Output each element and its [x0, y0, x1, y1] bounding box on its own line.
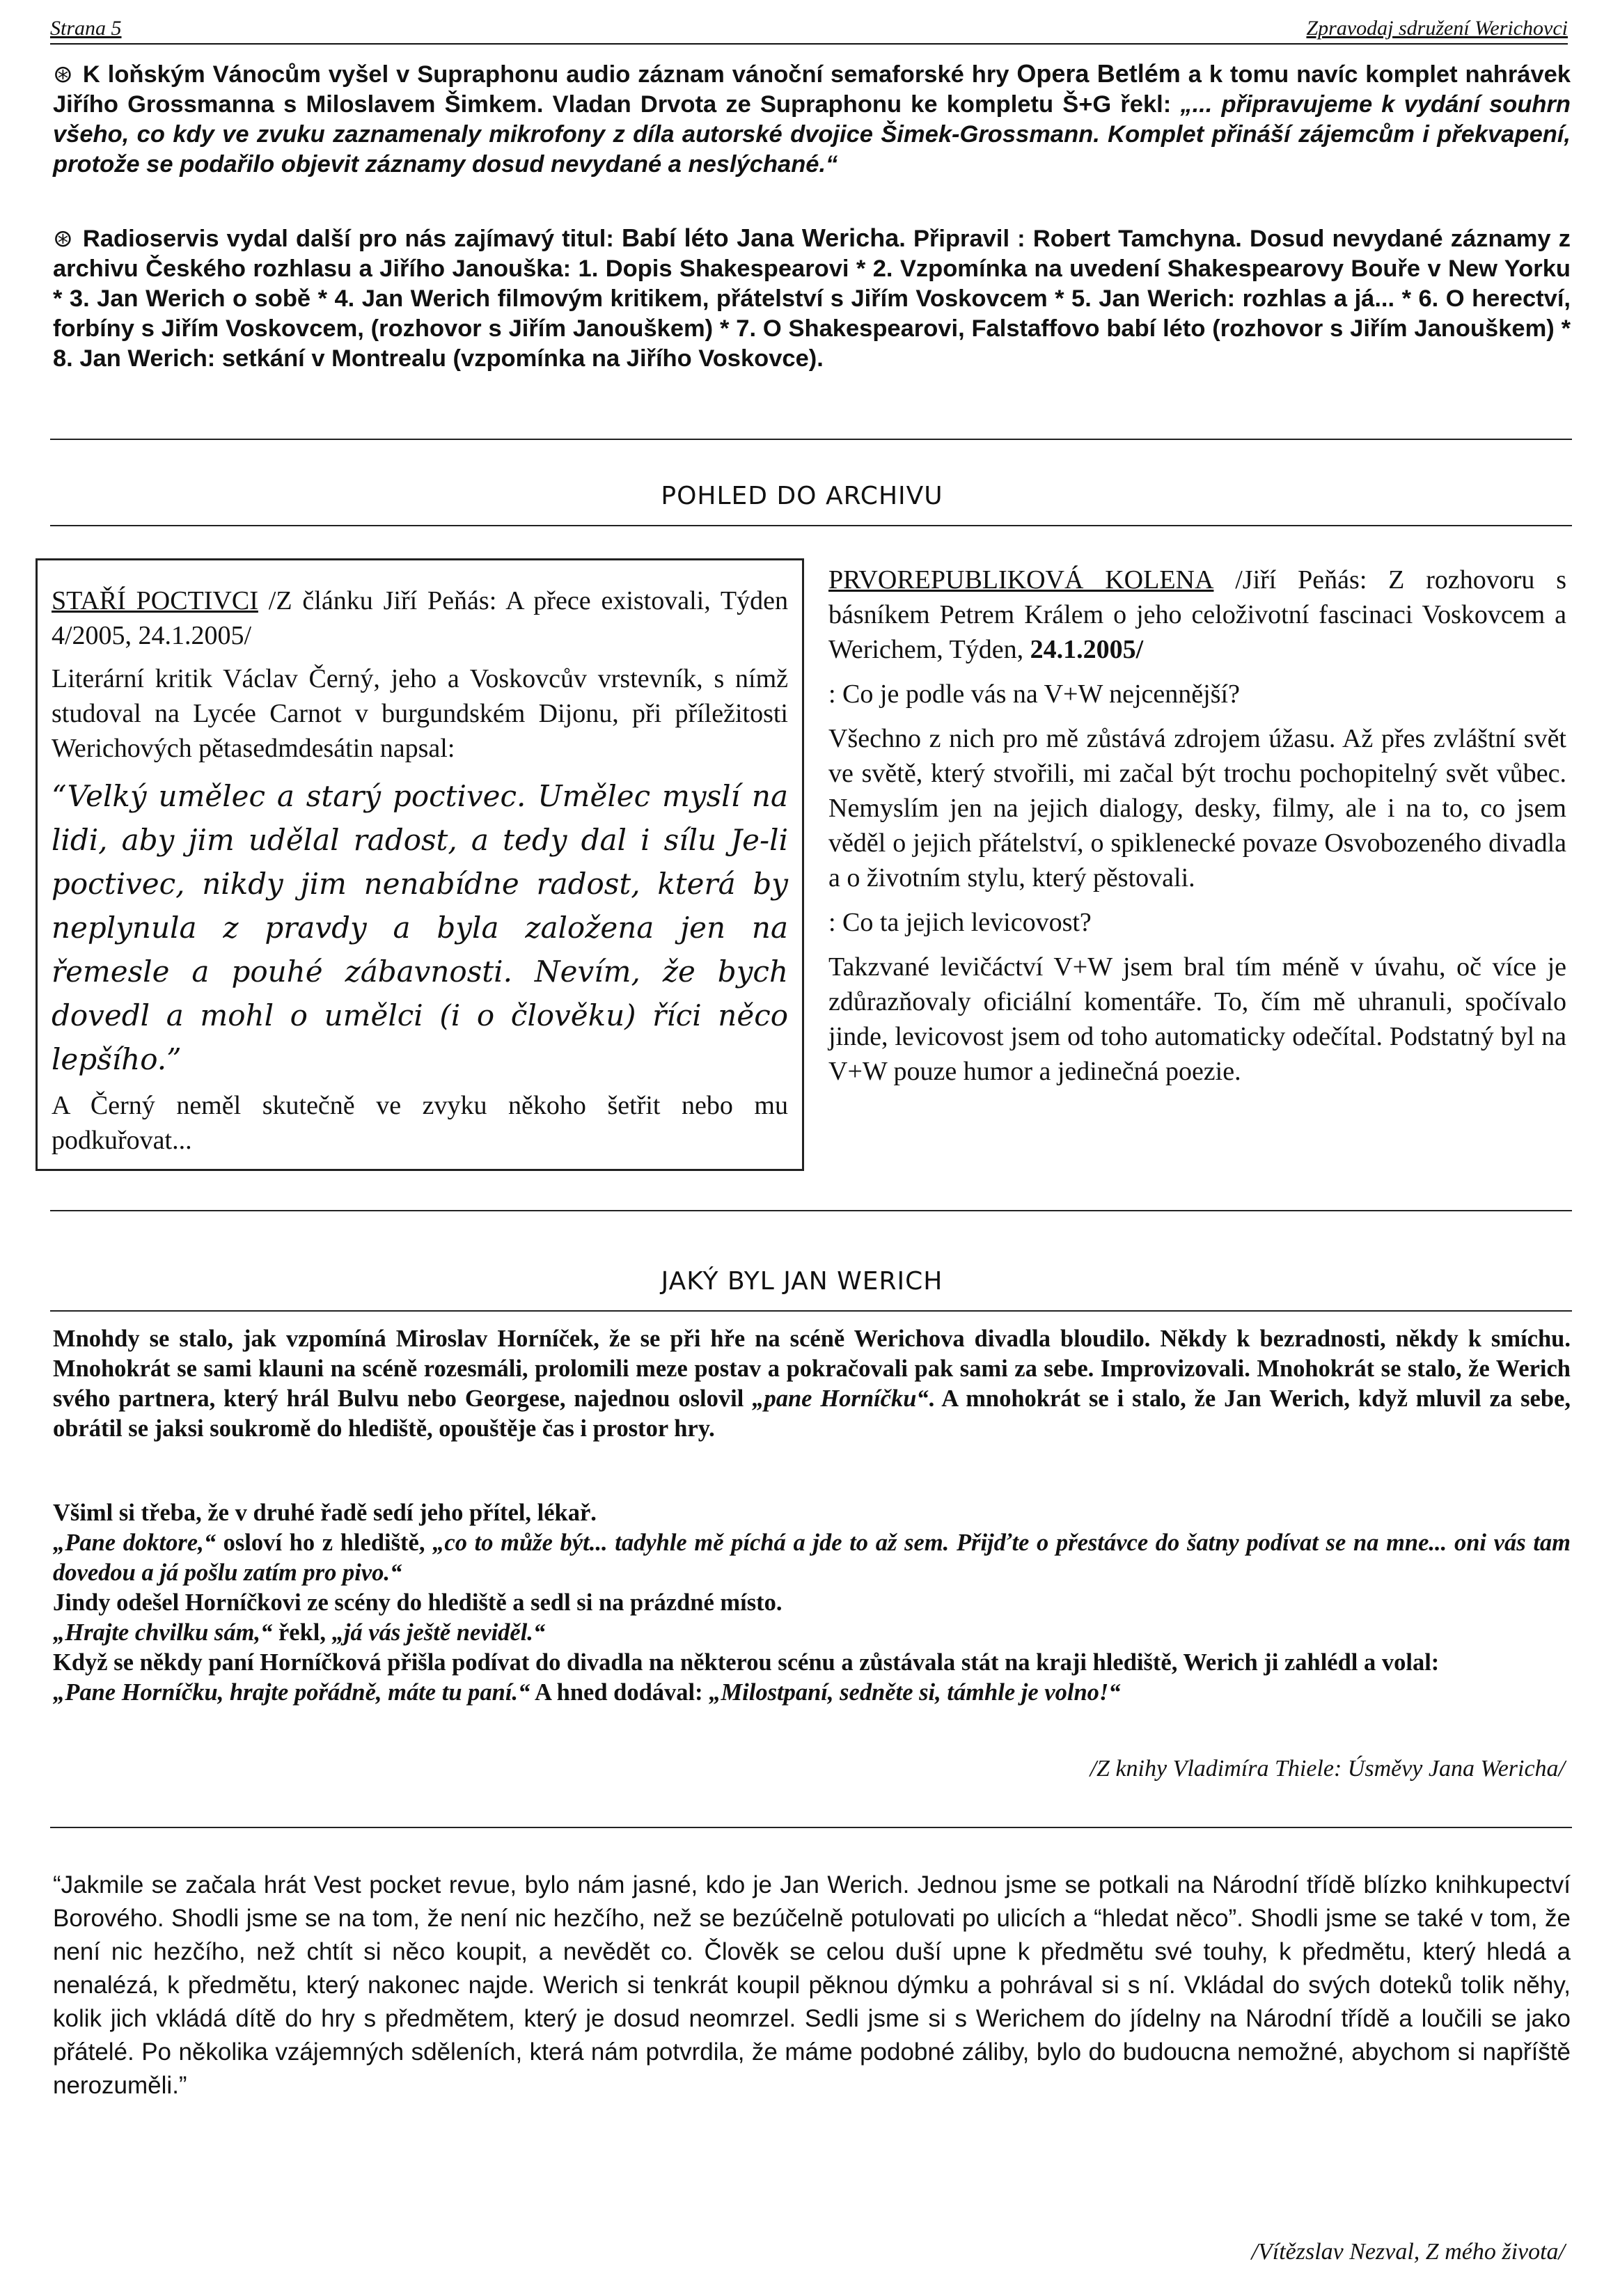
title-babi-leto: Babí léto Jana Wericha	[622, 223, 899, 252]
interview-question: : Co je podle vás na V+W nejcennější?	[828, 679, 1240, 709]
news-item-opera-betlem	[53, 58, 1571, 180]
title-opera-betlem: Opera Betlém	[1016, 59, 1181, 88]
werich-quote: „Pane doktore,“	[53, 1530, 216, 1556]
news-quote: „... připravujeme k vydání souhrn všeho, co kdy ve zvuku zaznamenaly mikrofony z díla autorské dvojice Šimek-Grossmann. Komplet přináší zájemcům i překvapení, protože se podařilo objevit záznamy dosud nevydané a neslýchané.“	[53, 91, 1571, 178]
article-date: 24.1.2005/	[1030, 635, 1144, 664]
anecdote-line: Když se někdy paní Horníčková přišla podívat do divadla na některou scénu a zůstávala stát na kraji hlediště, Werich ji zahlédl a volal:	[53, 1649, 1440, 1676]
article-outro: A Černý neměl skutečně ve zvyku někoho šetřit nebo mu podkuřovat...	[52, 1091, 788, 1155]
article-prvorepublikova-kolena	[828, 563, 1566, 1089]
news-text: K loňským Vánocům vyšel v Supraphonu audio záznam vánoční semaforské hry	[82, 61, 1017, 88]
news-item-babi-leto	[53, 223, 1571, 374]
werich-source: /Z knihy Vladimíra Thiele: Úsměvy Jana Wericha/	[1090, 1756, 1565, 1782]
article-source: /Jiří Peňás: Z rozhovoru s básníkem Petrem Králem o jeho celoživotní fascinaci Voskovcem a Werichem, Týden,	[828, 565, 1566, 664]
section-title-archive: POHLED DO ARCHIVU	[661, 482, 943, 510]
werich-text: A hned dodával:	[530, 1679, 709, 1706]
news-text: . Připravil : Robert Tamchyna. Dosud nevydané záznamy z archivu Českého rozhlasu a Jiřího Janouška: 1. Dopis Shakespearovi * 2. Vzpomínka na uvedení Shakespearovy Bouře v New Yorku * 3. Jan Werich o sobě * 4. Jan Werich filmovým kritikem, přátelství s Jiřím Voskovcem * 5. Jan Werich: rozhlas a já... * 6. O herectví, forbíny s Jiřím Voskovcem, (rozhovor s Jiřím Janouškem) * 7. O Shakespearovi, Falstaffovo babí léto (rozhovor s Jiřím Janouškem) * 8. Jan Werich: setkání v Montrealu (vzpomínka na Jiřího Voskovce).	[53, 226, 1571, 372]
bullet-icon: ⊛	[53, 61, 73, 88]
running-header	[50, 10, 1568, 45]
interview-question: : Co ta jejich levicovost?	[828, 908, 1092, 937]
interview-answer: Takzvané levičáctví V+W jsem bral tím méně v úvahu, oč více je zdůrazňovaly oficiální komentáře. To, čím mě uhranuli, spočívalo jinde, levicovost jsem od toho automaticky odečítal. Podstatný byl na V+W pouze humor a jedinečná poezie.	[828, 952, 1566, 1086]
article-source: /Z článku Jiří Peňás: A přece existovali, Týden 4/2005, 24.1.2005/	[52, 586, 788, 650]
publication-title: Zpravodaj sdružení Werichovci	[1306, 17, 1568, 40]
werich-quote: „já vás ještě neviděl.“	[331, 1619, 546, 1646]
nezval-source: /Vítězslav Nezval, Z mého života/	[1251, 2239, 1565, 2265]
bullet-icon: ⊛	[53, 226, 73, 252]
news-text: Radioservis vydal další pro nás zajímavý titul:	[82, 226, 622, 252]
divider	[50, 1310, 1572, 1312]
werich-paragraph	[53, 1324, 1571, 1444]
werich-text: . A mnohokrát se i stalo, že Jan Werich, když mluvil za sebe, obrátil se jaksi soukromě do hlediště, opouštěje čas i prostor hry.	[53, 1385, 1571, 1442]
article-intro: Literární kritik Václav Černý, jeho a Voskovcův vrstevník, s nímž studoval na Lycée Carnot v burgundském Dijonu, při příležitosti Werichových pětasedmdesátin napsal:	[52, 664, 788, 763]
nezval-text: “Jakmile se začala hrát Vest pocket revue, bylo nám jasné, kdo je Jan Werich. Jednou jsme se potkali na Národní třídě blízko knihkupectví Borového. Shodli jsme se na tom, že není nic hezčího, než se bezúčelně potulovati po ulicích a “hledat něco”. Shodli jsme se také v tom, že není nic hezčího, než chtít si něco koupit, a nevědět co. Člověk se celou duší upne k předmětu své touhy, k předmětu, který hledá a nenalézá, k předmětu, který nakonec najde. Werich si tenkrát koupil pěknou dýmku a pohrával si s ní. Vkládal do svých doteků tolik něhy, kolik jich vkládá dítě do hry s předmětem, který je dosud neomrzel. Sedli jsme si s Werichem do jídelny na Národní třídě a loučili se jako přátelé. Po několika vzájemných sděleních, která nám potvrdila, že máme podobné záliby, bylo do budoucna nemožné, abychom si napříště nerozuměli.”	[53, 1871, 1571, 2099]
article-heading: PRVOREPUBLIKOVÁ KOLENA	[828, 565, 1214, 595]
news-text: a k tomu navíc komplet nahrávek Jiřího Grossmanna s Miloslavem Šimkem. Vladan Drvota ze Supraphonu ke kompletu Š+G řekl:	[53, 61, 1571, 118]
werich-quote: „pane Horníčku“	[752, 1385, 929, 1412]
nezval-quote	[53, 1869, 1571, 2102]
divider	[50, 1210, 1572, 1211]
werich-text: řekl,	[272, 1619, 332, 1646]
article-heading: STAŘÍ POCTIVCI	[52, 586, 258, 615]
werich-quote: „Hrajte chvilku sám,“	[53, 1619, 273, 1646]
anecdote-line: Jindy odešel Horníčkovi ze scény do hlediště a sedl si na prázdné místo.	[53, 1589, 783, 1616]
werich-anecdotes	[53, 1498, 1571, 1708]
interview-answer: Všechno z nich pro mě zůstává zdrojem úžasu. Až přes zvláštní svět ve světě, který stvořili, mi začal být trochu pochopitelný svět vůbec. Nemyslím jen na jejich dialogy, desky, filmy, ale i na to, co jsem věděl o jejich přátelství, o spiklenecké povaze Osvobozeného divadla a o životním stylu, který pěstovali.	[828, 724, 1566, 893]
divider	[50, 439, 1572, 440]
divider	[50, 525, 1572, 526]
page-number: Strana 5	[50, 17, 122, 40]
werich-quote: „Milostpaní, sedněte si, támhle je volno!“	[709, 1679, 1121, 1706]
divider	[50, 1827, 1572, 1828]
section-title-werich: JAKÝ BYL JAN WERICH	[661, 1267, 943, 1296]
article-quote: “Velký umělec a starý poctivec. Umělec myslí na lidi, aby jim udělal radost, a tedy dal i sílu Je-li poctivec, nikdy jim nenabídne radost, která by neplynula z pravdy a byla založena jen na řemesle a pouhé zábavnosti. Nevím, že bych dovedl a mohl o umělci (i o člověku) říci něco lepšího.”	[52, 779, 788, 1076]
werich-quote: „Pane Horníčku, hrajte pořádně, máte tu paní.“	[53, 1679, 530, 1706]
werich-text: Mnohdy se stalo, jak vzpomíná Miroslav Horníček, že se při hře na scéně Werichova divadla bloudilo. Někdy k bezradnosti, někdy k smíchu. Mnohokrát se sami klauni na scéně rozesmáli, prolomili meze postav a pokračovali pak sami za sebe. Improvizovali. Mnohokrát se stalo, že Werich svého partnera, který hrál Bulvu nebo Georgese, najednou oslovil	[53, 1326, 1571, 1412]
werich-text: osloví ho z hlediště,	[215, 1530, 433, 1556]
werich-quote: „co to může být... tadyhle mě píchá a jde to až sem. Přijďte o přestávce do šatny podívat se na mne... oni vás tam dovedou a já pošlu zatím pro pivo.“	[53, 1530, 1571, 1586]
anecdote-line: Všiml si třeba, že v druhé řadě sedí jeho přítel, lékař.	[53, 1500, 597, 1526]
article-stari-poctivci	[52, 583, 788, 1158]
